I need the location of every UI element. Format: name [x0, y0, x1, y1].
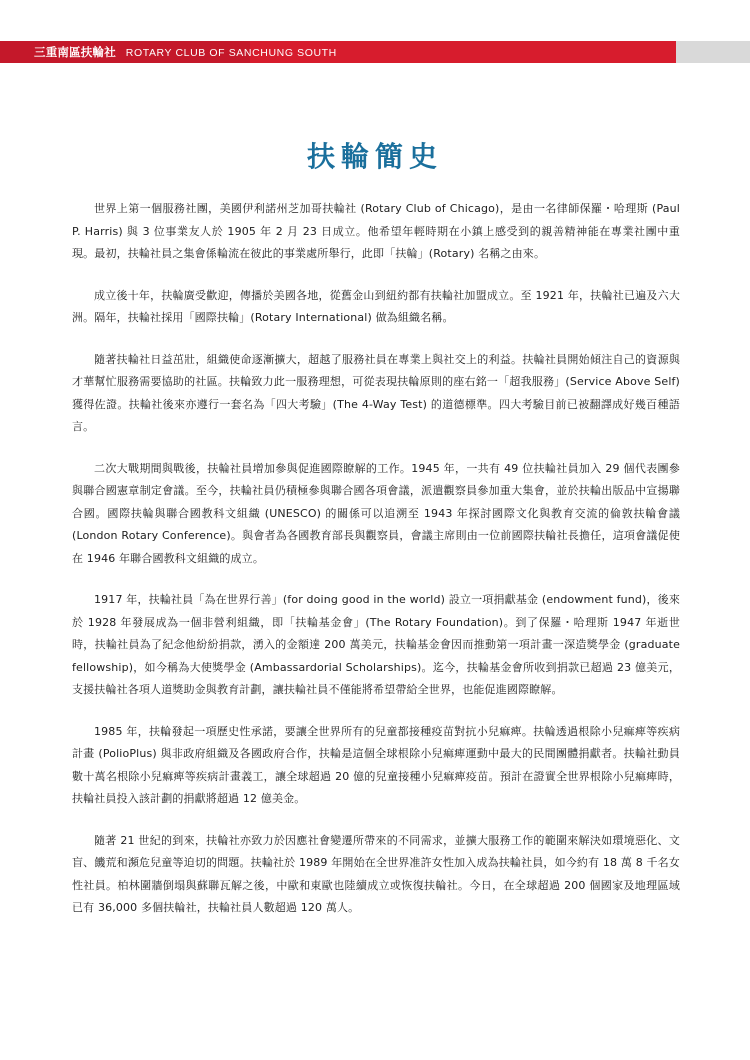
- header-title: [34, 41, 337, 63]
- paragraph-5: 1917 年，扶輪社員「為在世界行善」(for doing good in the world) 設立一項捐獻基金 (endowment fund)，後來於 1928 年發展成為一個非營利組織，即「扶輪基金會」(The Rotary Foundation)。到了保羅・哈理斯 1947 年逝世時，扶輪社員為了紀念他紛紛捐款，湧入的金額達 200 萬美元，扶輪基金會因而推動第一項計畫一深造獎學金 (graduate fellowship)，如今稱為大使獎學金 (Ambassardorial Scholarships)。迄今，扶輪基金會所收到捐款已超過 23 億美元，支援扶輪社各項人道獎助金與教育計劃，讓扶輪社員不僅能將希望帶給全世界，也能促進國際瞭解。: [72, 593, 680, 696]
- paragraph-2: 成立後十年，扶輪廣受歡迎，傳播於美國各地，從舊金山到紐約都有扶輪社加盟成立。至 1921 年，扶輪社已遍及六大洲。隔年，扶輪社採用「國際扶輪」(Rotary International) 做為組織名稱。: [72, 288, 680, 324]
- club-name-english: ROTARY CLUB OF SANCHUNG SOUTH: [125, 47, 337, 59]
- page-title: 扶輪簡史: [306, 139, 443, 173]
- header-gray-band: [676, 41, 750, 63]
- article-body: [72, 198, 680, 939]
- paragraph-3: 隨著扶輪社日益茁壯，組織使命逐漸擴大，超越了服務社員在專業上與社交上的利益。扶輪社員開始傾注自己的資源與才華幫忙服務需要協助的社區。扶輪致力此一服務理想，可從表現扶輪原則的座右銘一「超我服務」(Service Above Self) 獲得佐證。扶輪社後來亦遵行一套名為「四大考驗」(The 4-Way Test) 的道德標準。四大考驗目前已被翻譯成好幾百種語言。: [72, 352, 680, 433]
- paragraph-1: 世界上第一個服務社團，美國伊利諾州芝加哥扶輪社 (Rotary Club of Chicago)，是由一名律師保羅・哈理斯 (Paul P. Harris) 與 3 位事業友人於 1905 年 2 月 23 日成立。他希望年輕時期在小鎮上感受到的親善精神能在專業社團中重現。最初，扶輪社員之集會係輪流在彼此的事業處所舉行，此即「扶輪」(Rotary) 名稱之由來。: [72, 202, 680, 260]
- paragraph-6: 1985 年，扶輪發起一項歷史性承諾，要讓全世界所有的兒童都接種疫苗對抗小兒痲痺。扶輪透過根除小兒痲痺等疾病計畫 (PolioPlus) 與非政府組織及各國政府合作，扶輪是這個全球根除小兒痲痺運動中最大的民間團體捐獻者。扶輪社動員數十萬名根除小兒痲痺等疾病計畫義工，讓全球超過 20 億的兒童接種小兒痲痺疫苗。預計在證實全世界根除小兒痲痺時，扶輪社員投入該計劃的捐獻將超過 12 億美金。: [72, 724, 680, 805]
- paragraph-4: 二次大戰期間與戰後，扶輪社員增加參與促進國際瞭解的工作。1945 年，一共有 49 位扶輪社員加入 29 個代表團參與聯合國憲章制定會議。至今，扶輪社員仍積極參與聯合國各項會議，派遣觀察員參加重大集會，並於扶輪出版品中宣揚聯合國。國際扶輪與聯合國教科文組織 (UNESCO) 的關係可以追溯至 1943 年探討國際文化與教育交流的倫敦扶輪會議 (London Rotary Conference)。與會者為各國教育部長與觀察員，會議主席則由一位前國際扶輪社長擔任，這項會議促使在 1946 年聯合國教科文組織的成立。: [72, 461, 680, 565]
- paragraph-7: 隨著 21 世紀的到來，扶輪社亦致力於因應社會變遷所帶來的不同需求，並擴大服務工作的範圍來解決如環境惡化、文盲、饑荒和瀕危兒童等迫切的問題。扶輪社於 1989 年開始在全世界准許女性加入成為扶輪社員，如今約有 18 萬 8 千名女性社員。柏林圍牆倒塌與蘇聯瓦解之後，中歐和東歐也陸續成立或恢復扶輪社。今日，在全球超過 200 個國家及地理區域已有 36,000 多個扶輪社，扶輪社員人數超過 120 萬人。: [72, 833, 680, 914]
- header-bar: [0, 41, 750, 63]
- club-name-chinese: 三重南區扶輪社: [34, 45, 116, 59]
